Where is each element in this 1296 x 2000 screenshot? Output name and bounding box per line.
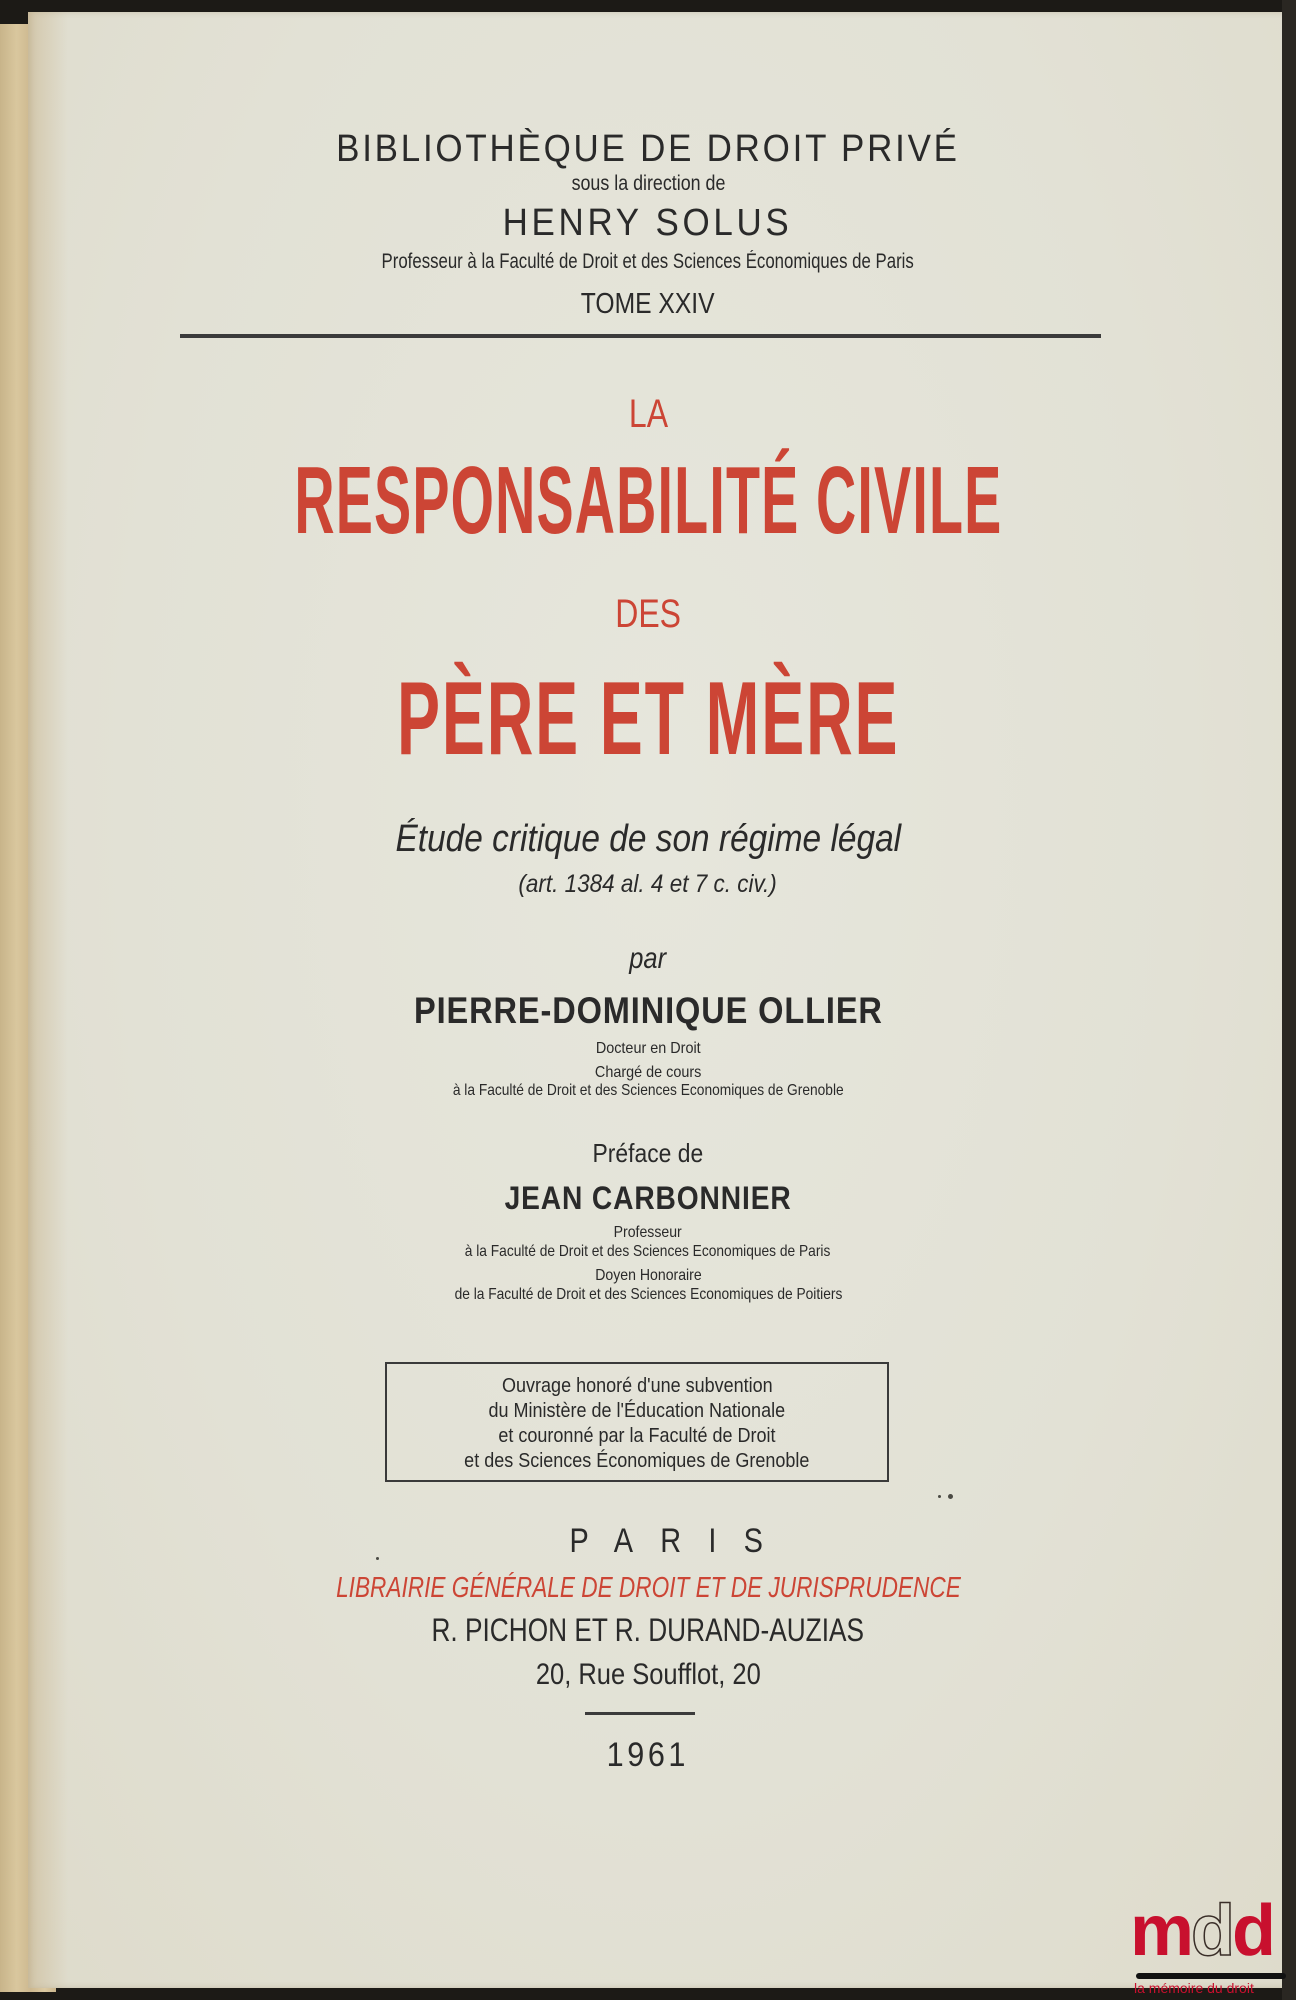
logo-letter-m: m — [1130, 1891, 1192, 1971]
title-des-text: DES — [615, 592, 681, 636]
series-volume-text: TOME XXIV — [581, 288, 715, 320]
preface-credential-text: Doyen Honoraire — [594, 1267, 702, 1284]
preface-label-text: Préface de — [592, 1138, 704, 1168]
logo-caption: la mémoire du droit — [1134, 1980, 1254, 1996]
top-divider-rule — [180, 334, 1101, 338]
title-line-des — [0, 592, 1296, 637]
publisher-name-text: LIBRAIRIE GÉNÉRALE DE DROIT ET DE JURISPRUDENCE — [335, 1572, 961, 1604]
preface-author-name-text: JEAN CARBONNIER — [504, 1180, 792, 1216]
ink-speck — [948, 1494, 953, 1499]
subtitle-reference — [0, 870, 1296, 899]
award-line — [387, 1449, 887, 1474]
author-credential — [0, 1082, 1296, 1100]
publisher-proprietors-text: R. PICHON ET R. DURAND-AUZIAS — [431, 1612, 865, 1648]
award-line-text: et couronné par la Faculté de Droit — [498, 1425, 776, 1447]
subtitle-text: Étude critique de son régime légal — [395, 818, 901, 860]
series-director-title — [0, 250, 1296, 274]
award-line — [387, 1399, 887, 1424]
preface-label — [0, 1138, 1296, 1169]
logo-underline — [1136, 1973, 1286, 1979]
title-responsabilite-text: RESPONSABILITÉ CIVILE — [293, 447, 1003, 554]
preface-credential-text: Professeur — [613, 1224, 683, 1241]
publisher-proprietors — [0, 1612, 1296, 1649]
subtitle — [0, 818, 1296, 861]
series-title — [0, 128, 1296, 171]
series-director-text: HENRY SOLUS — [503, 202, 793, 244]
author-credential — [0, 1064, 1296, 1082]
author-credential — [0, 1040, 1296, 1058]
award-line-text: Ouvrage honoré d'une subvention — [501, 1375, 773, 1397]
title-line-responsabilite — [0, 446, 1296, 556]
author-by-text: par — [629, 942, 667, 975]
publication-year — [0, 1736, 1296, 1775]
series-volume — [0, 288, 1296, 321]
preface-credential — [0, 1224, 1296, 1242]
preface-credential — [0, 1267, 1296, 1285]
title-pere-et-mere-text: PÈRE ET MÈRE — [396, 661, 900, 777]
ink-speck — [938, 1495, 941, 1498]
series-direction-text: sous la direction de — [571, 172, 725, 195]
preface-credential-text: de la Faculté de Droit et des Sciences Economiques de Poitiers — [454, 1286, 842, 1303]
preface-credential — [0, 1286, 1296, 1304]
subtitle-reference-text: (art. 1384 al. 4 et 7 c. civ.) — [518, 870, 778, 898]
title-la-text: LA — [628, 392, 668, 436]
title-line-pere-et-mere — [0, 660, 1296, 779]
author-by-label — [0, 942, 1296, 976]
publisher-address-text: 20, Rue Soufflot, 20 — [535, 1658, 761, 1691]
award-line-text: du Ministère de l'Éducation Nationale — [488, 1400, 786, 1422]
series-title-text: BIBLIOTHÈQUE DE DROIT PRIVÉ — [336, 128, 960, 170]
author-name — [0, 990, 1296, 1032]
title-line-la — [0, 392, 1296, 437]
bottom-divider-rule — [585, 1712, 695, 1715]
author-credential-text: Chargé de cours — [594, 1064, 702, 1081]
award-line-text: et des Sciences Économiques de Grenoble — [464, 1450, 810, 1472]
mdd-watermark-logo — [1130, 1891, 1292, 1996]
publisher-address — [0, 1658, 1296, 1692]
mdd-logo-mark — [1130, 1891, 1273, 1971]
preface-credential-text: à la Faculté de Droit et des Sciences Economiques de Paris — [465, 1243, 831, 1260]
publisher-name — [0, 1572, 1296, 1605]
author-name-text: PIERRE-DOMINIQUE OLLIER — [413, 990, 883, 1031]
publisher-city-text: PARIS — [569, 1522, 791, 1560]
award-line — [387, 1374, 887, 1399]
publication-year-text: 1961 — [606, 1736, 690, 1774]
author-credential-text: à la Faculté de Droit et des Sciences Economiques de Grenoble — [452, 1082, 844, 1099]
series-direction-label — [0, 172, 1296, 196]
series-director-title-text: Professeur à la Faculté de Droit et des Sciences Économiques de Paris — [381, 250, 915, 273]
publisher-city — [0, 1522, 1296, 1561]
logo-letter-d: d — [1232, 1891, 1273, 1971]
series-director — [0, 202, 1296, 245]
preface-credential — [0, 1243, 1296, 1261]
award-line — [387, 1424, 887, 1449]
logo-letter-d-outline: d — [1191, 1891, 1233, 1971]
author-credential-text: Docteur en Droit — [595, 1040, 701, 1057]
preface-author-name — [0, 1180, 1296, 1217]
award-notice-box — [385, 1362, 889, 1482]
